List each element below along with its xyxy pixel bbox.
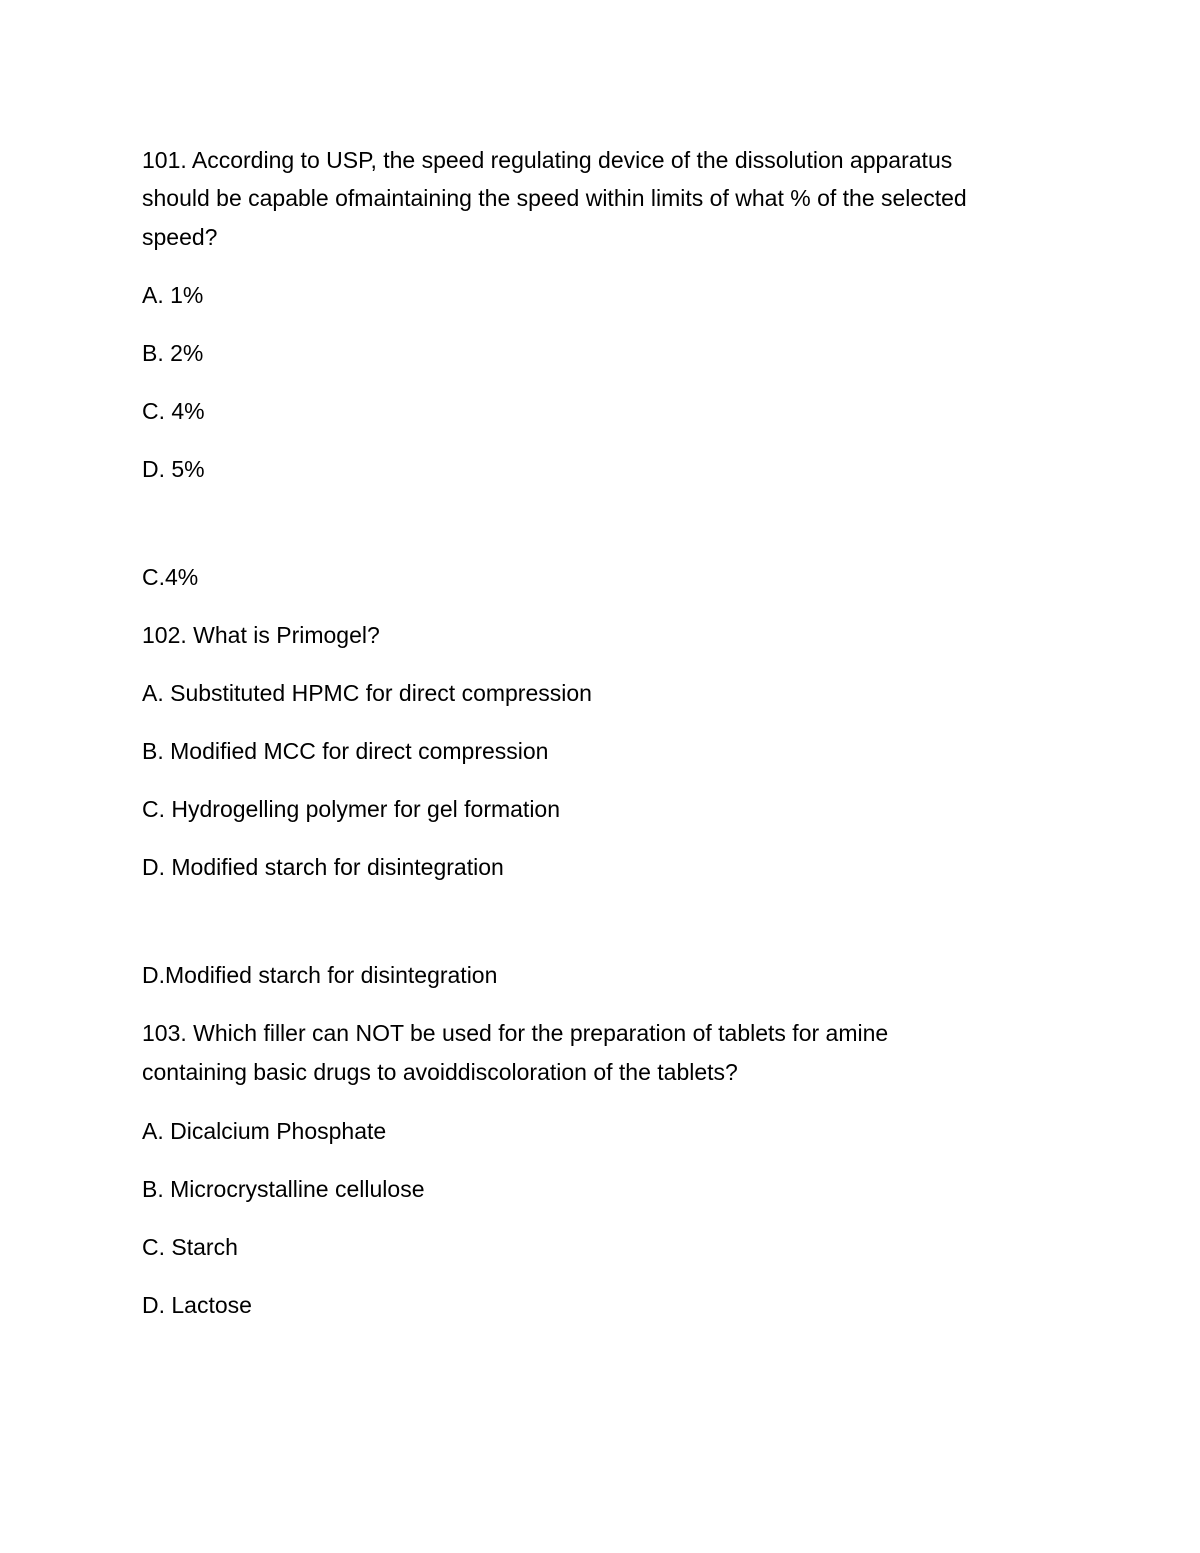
question-101-answer: C.4% <box>142 564 199 590</box>
question-103-option-b: B. Microcrystalline cellulose <box>142 1176 425 1202</box>
question-102-option-c: C. Hydrogelling polymer for gel formation <box>142 796 561 822</box>
question-101-option-b: B. 2% <box>142 340 204 366</box>
question-103-option-d: D. Lactose <box>142 1292 252 1318</box>
question-102-option-b: B. Modified MCC for direct compression <box>142 738 549 764</box>
question-101-line-2: should be capable ofmaintaining the speed within limits of what % of the selected <box>142 185 967 211</box>
question-102-answer: D.Modified starch for disintegration <box>142 962 498 988</box>
question-102-option-d: D. Modified starch for disintegration <box>142 854 504 880</box>
question-102-option-a: A. Substituted HPMC for direct compression <box>142 680 592 706</box>
question-101-line-3: speed? <box>142 224 218 250</box>
question-103-line-2: containing basic drugs to avoiddiscoloration of the tablets? <box>142 1059 738 1085</box>
question-101-line-1: 101. According to USP, the speed regulating device of the dissolution apparatus <box>142 147 953 173</box>
question-103-option-c: C. Starch <box>142 1234 238 1260</box>
question-103-line-1: 103. Which filler can NOT be used for the preparation of tablets for amine <box>142 1020 889 1046</box>
question-101-option-c: C. 4% <box>142 398 205 424</box>
question-103-option-a: A. Dicalcium Phosphate <box>142 1118 387 1144</box>
question-101-option-d: D. 5% <box>142 456 205 482</box>
question-101-option-a: A. 1% <box>142 282 204 308</box>
question-102-line-1: 102. What is Primogel? <box>142 622 380 648</box>
